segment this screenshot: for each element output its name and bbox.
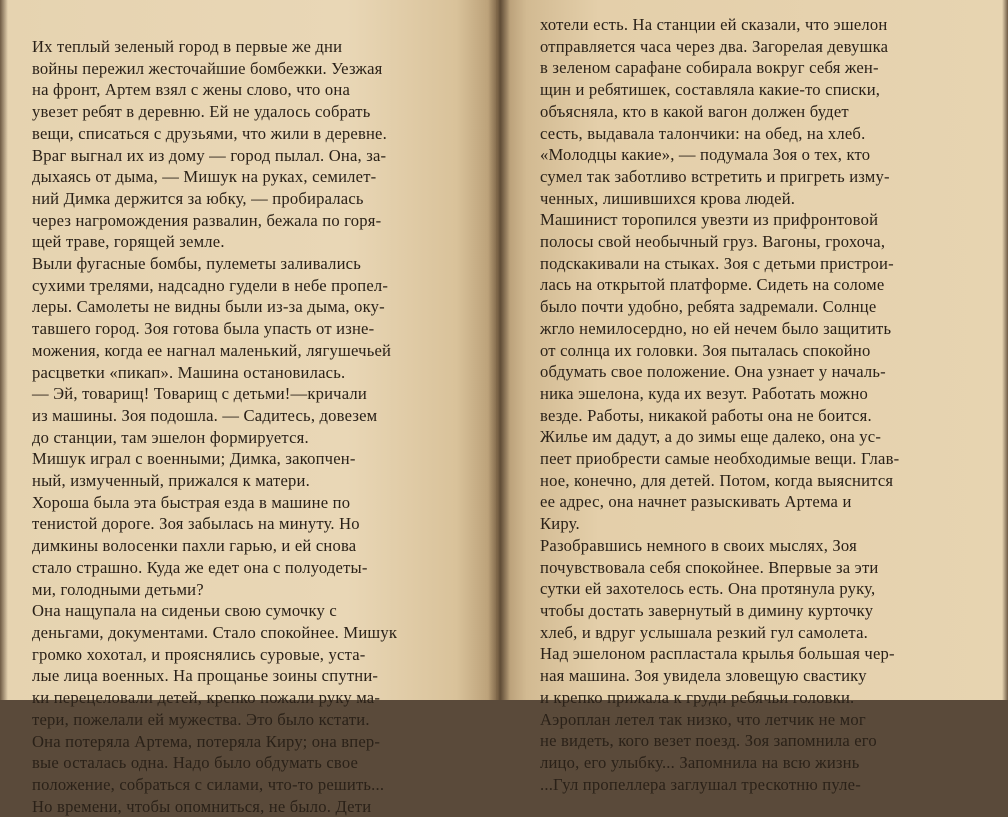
- left-page-text: Их теплый зеленый город в первые же дни войны пережил жесточайшие бомбежки. Уезжая на фронт, Артем взял с жены слово, что она увезет ребят в деревню. Ей не удалось собрать вещи, списаться с друзьями, что жили в деревне. Враг выгнал их из дому — город пылал. Она, за- дыхаясь от дыма, — Мишук на руках, семилет- ний Димка держится за юбку, — пробиралась через нагромождения развалин, бежала по горя- щей траве, горящей земле. Выли фугасные бомбы, пулеметы заливались сухими трелями, надсадно гудели в небе пропел- леры. Самолеты не видны были из-за дыма, оку- тавшего город. Зоя готова была упасть от изне- можения, когда ее нагнал маленький, лягушечьей расцветки «пикап». Машина остановилась. — Эй, товарищ! Товарищ с детьми!—кричали из машины. Зоя подошла. — Садитесь, довезем до станции, там эшелон формируется. Мишук играл с военными; Димка, закопчен- ный, измученный, прижался к матери. Хороша была эта быстрая езда в машине по тенистой дороге. Зоя забылась на минуту. Но димкины волосенки пахли гарью, и ей снова стало страшно. Куда же едет она с полуодеты- ми, голодными детьми? Она нащупала на сиденьи свою сумочку с деньгами, документами. Стало спокойнее. Мишук громко хохотал, и прояснялись суровые, уста- лые лица военных. На прощанье зоины спутни- ки перецеловали детей, крепко пожали руку ма- тери, пожелали ей мужества. Это было кстати. Она потеряла Артема, потеряла Киру; она впер- вые осталась одна. Надо было обдумать свое положение, собраться с силами, что-то решить... Но времени, чтобы опомниться, не было. Дети: [32, 37, 398, 816]
- right-page: [496, 0, 1008, 794]
- left-page: [0, 0, 496, 816]
- page-edge-shadow: [1002, 0, 1008, 700]
- page-edge-shadow: [0, 0, 8, 700]
- right-page-text: хотели есть. На станции ей сказали, что эшелон отправляется часа через два. Загорелая девушка в зеленом сарафане собирала вокруг себя жен- щин и ребятишек, составляла какие-то списки, объясняла, кто в какой вагон должен будет сесть, выдавала талончики: на обед, на хлеб. «Молодцы какие», — подумала Зоя о тех, кто сумел так заботливо встретить и пригреть изму- ченных, лишившихся крова людей. Машинист торопился увезти из прифронтовой полосы свой необычный груз. Вагоны, грохоча, подскакивали на стыках. Зоя с детьми пристрои- лась на открытой платформе. Сидеть на соломе было почти удобно, ребята задремали. Солнце жгло немилосердно, но ей нечем было защитить от солнца их головки. Зоя пыталась спокойно обдумать свое положение. Она узнает у началь- ника эшелона, куда их везут. Работать можно везде. Работы, никакой работы она не боится. Жилье им дадут, а до зимы еще далеко, она ус- пеет приобрести самые необходимые вещи. Глав- ное, конечно, для детей. Потом, когда выяснится ее адрес, она начнет разыскивать Артема и Киру. Разобравшись немного в своих мыслях, Зоя почувствовала себя спокойнее. Впервые за эти сутки ей захотелось есть. Она протянула руку, чтобы достать завернутый в димину курточку хлеб, и вдруг услышала резкий гул самолета. Над эшелоном распластала крылья большая чер- ная машина. Зоя увидела зловещую свастику и крепко прижала к груди ребячьи головки. Аэроплан летел так низко, что летчик не мог не видеть, кого везет поезд. Зоя запомнила его лицо, его улыбку... Запомнила на всю жизнь ...Гул пропеллера заглушал трескотню пуле-: [540, 15, 900, 794]
- book-gutter: [488, 0, 510, 700]
